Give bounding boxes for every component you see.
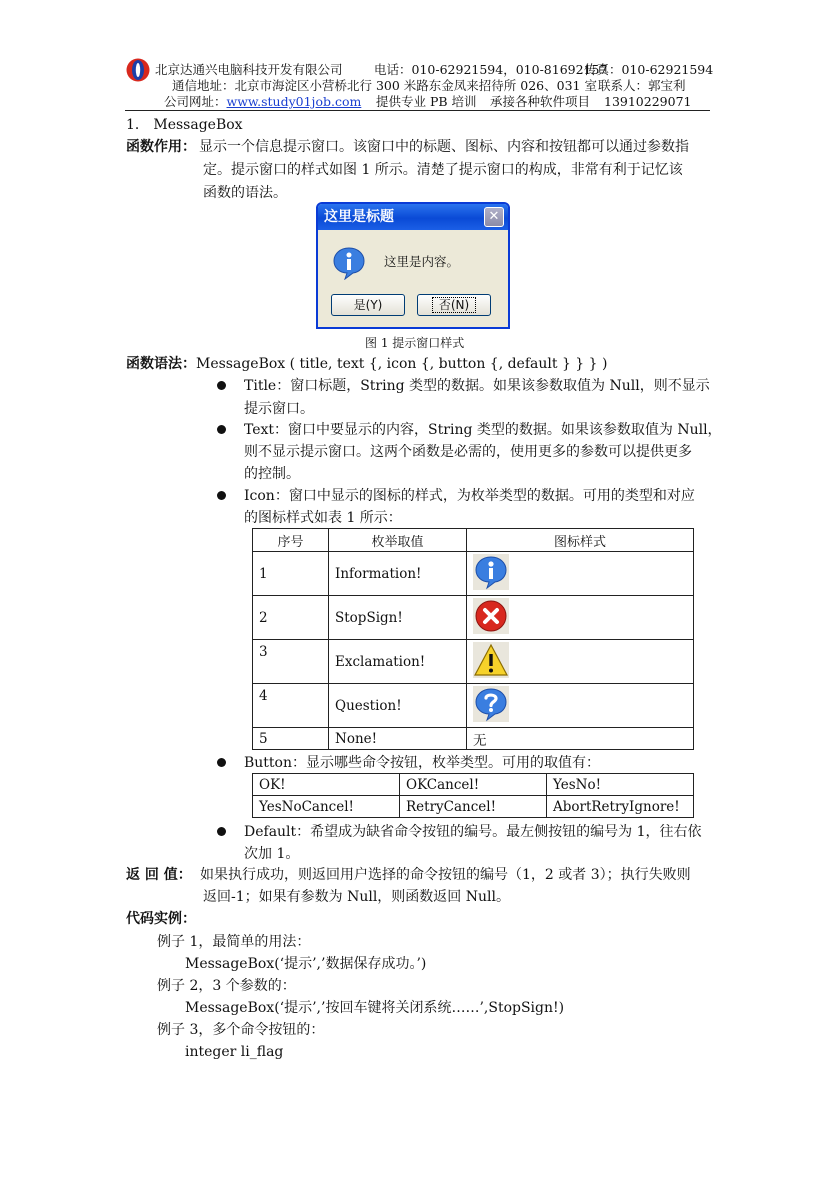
company-name: 北京达通兴电脑科技开发有限公司 — [155, 62, 343, 77]
table-row — [253, 728, 694, 750]
example-2-title: 例子 2，3 个参数的： — [157, 978, 296, 994]
param-icon-line-1: Icon：窗口中显示的图标的样式，为枚举类型的数据。可用的类型和对应 — [244, 488, 695, 504]
enum-value: Information! — [329, 552, 467, 596]
param-default-line-1: Default：希望成为缺省命令按钮的编号。最左侧按钮的编号为 1，往右依 — [244, 824, 702, 840]
example-2-code: MessageBox(‘提示’,’按回车键将关闭系统……’,StopSign!) — [185, 1000, 565, 1016]
button-value-cell: OK! — [253, 774, 400, 796]
header-website — [164, 93, 361, 111]
bullet-icon — [217, 827, 226, 836]
icon-cell: 无 — [467, 728, 694, 750]
table-row — [253, 552, 694, 596]
table-row — [253, 774, 694, 796]
enum-value: Exclamation! — [329, 640, 467, 684]
table-row — [253, 596, 694, 640]
website-link[interactable]: www.study01job.com — [226, 94, 362, 109]
header-projects: 承接各种软件项目 — [490, 94, 591, 109]
return-line-1: 如果执行成功，则返回用户选择的命令按钮的编号（1，2 或者 3）；执行失败则 — [200, 867, 691, 883]
example-3-code: integer li_flag — [185, 1044, 284, 1060]
enum-value: None! — [329, 728, 467, 750]
company-logo — [126, 58, 150, 82]
examples-label: 代码实例： — [126, 911, 196, 927]
column-header: 序号 — [253, 529, 329, 552]
param-icon-line-2: 的图标样式如表 1 所示： — [244, 510, 402, 526]
icon-cell — [467, 684, 694, 728]
column-header: 图标样式 — [467, 529, 694, 552]
icon-cell — [467, 640, 694, 684]
param-text-line-1: Text：窗口中要显示的内容，String 类型的数据。如果该参数取值为 Null， — [244, 422, 722, 438]
information-icon — [332, 246, 366, 280]
header-training: 提供专业 PB 培训 — [376, 94, 477, 109]
button-values-table — [252, 773, 694, 818]
bullet-icon — [217, 381, 226, 390]
header-mobile: 13910229071 — [604, 94, 692, 109]
button-value-cell: RetryCancel! — [400, 796, 547, 818]
purpose-line-1: 显示一个信息提示窗口。该窗口中的标题、图标、内容和按钮都可以通过参数指 — [199, 139, 689, 155]
enum-value: Question! — [329, 684, 467, 728]
button-value-cell: YesNo! — [547, 774, 694, 796]
example-1-code: MessageBox(‘提示’,’数据保存成功。’) — [185, 956, 427, 972]
icon-cell — [467, 596, 694, 640]
dialog-message: 这里是内容。 — [384, 254, 460, 269]
column-header: 枚举取值 — [329, 529, 467, 552]
param-title-line-1: Title：窗口标题，String 类型的数据。如果该参数取值为 Null，则不显示 — [244, 378, 710, 394]
stop-sign-icon — [473, 598, 509, 634]
header-fax: 传真：010-62921594 — [584, 62, 714, 77]
param-text-line-3: 的控制。 — [244, 466, 300, 482]
row-number: 3 — [253, 640, 329, 684]
button-value-cell: YesNoCancel! — [253, 796, 400, 818]
exclamation-icon — [473, 642, 509, 678]
no-button[interactable] — [417, 294, 491, 316]
header-address: 通信地址：北京市海淀区小营桥北行 300 米路东金凤来招待所 026、031 室 — [172, 78, 597, 93]
website-label: 公司网址： — [164, 94, 227, 109]
purpose-label: 函数作用： — [126, 139, 196, 155]
figure-caption: 图 1 提示窗口样式 — [365, 336, 465, 350]
syntax-line — [126, 353, 607, 375]
button-value-cell: AbortRetryIgnore! — [547, 796, 694, 818]
row-number: 5 — [253, 728, 329, 750]
bullet-icon — [217, 491, 226, 500]
table-header-row — [253, 529, 694, 552]
purpose-line-2: 定。提示窗口的样式如图 1 所示。清楚了提示窗口的构成，非常有利于记忆该 — [203, 162, 683, 178]
row-number: 4 — [253, 684, 329, 728]
table-row — [253, 796, 694, 818]
row-number: 2 — [253, 596, 329, 640]
param-button-line-1: Button：显示哪些命令按钮，枚举类型。可用的取值有： — [244, 755, 601, 771]
param-text-line-2: 则不显示提示窗口。这两个函数是必需的，使用更多的参数可以提供更多 — [244, 444, 692, 460]
row-number: 1 — [253, 552, 329, 596]
header-phone: 电话：010-62921594，010-81692157 — [374, 62, 608, 77]
message-box-dialog — [316, 202, 510, 329]
section-title: 1． MessageBox — [126, 117, 243, 133]
icon-style-table — [252, 528, 694, 750]
button-value-cell: OKCancel! — [400, 774, 547, 796]
example-1-title: 例子 1，最简单的用法： — [157, 934, 311, 950]
return-line-2: 返回-1；如果有参数为 Null，则函数返回 Null。 — [203, 889, 510, 905]
information-icon — [473, 554, 509, 590]
header-contact: 联系人：郭宝利 — [598, 78, 686, 93]
no-button-label: 否(N) — [433, 298, 475, 312]
table-row — [253, 684, 694, 728]
enum-value: StopSign! — [329, 596, 467, 640]
question-icon — [473, 686, 509, 722]
bullet-icon — [217, 425, 226, 434]
dialog-title-bar — [318, 204, 508, 230]
table-row — [253, 640, 694, 684]
header-divider — [125, 110, 710, 111]
dialog-title: 这里是标题 — [324, 209, 394, 225]
param-title-line-2: 提示窗口。 — [244, 401, 314, 417]
close-icon[interactable]: ✕ — [484, 207, 504, 227]
yes-button[interactable]: 是(Y) — [331, 294, 405, 316]
purpose-line-3: 函数的语法。 — [203, 185, 287, 201]
bullet-icon — [217, 758, 226, 767]
syntax-text: MessageBox ( title, text {, icon {, button {, default } } } ) — [196, 356, 608, 372]
return-label: 返 回 值： — [126, 867, 192, 883]
param-default-line-2: 次加 1。 — [244, 846, 300, 862]
example-3-title: 例子 3，多个命令按钮的： — [157, 1022, 325, 1038]
icon-cell — [467, 552, 694, 596]
syntax-label: 函数语法： — [126, 356, 196, 372]
